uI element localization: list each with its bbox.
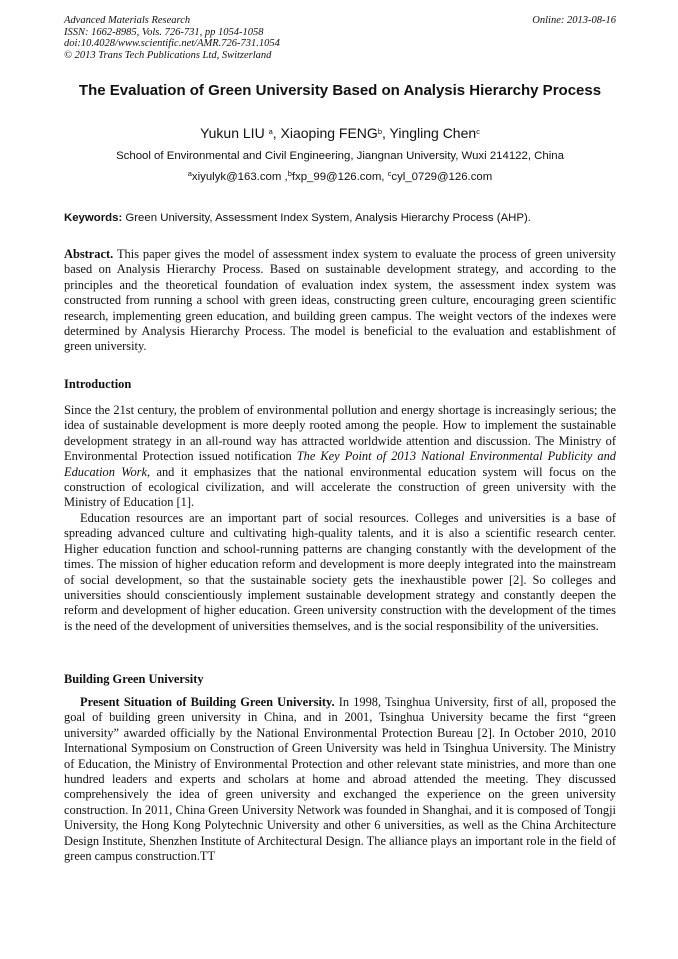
intro-text: and it emphasizes that the national environmental education system will focus on the construction of ecological civilization, and will accelerate the construction of green university with the Ministry of Education [1]. [64, 464, 616, 510]
building-paragraph-1 [64, 695, 616, 864]
cited-document-title: The Key Point of 2013 National Environmental Publicity and Education Work, [64, 449, 616, 479]
email-mark: b [287, 169, 292, 178]
email-mark: a [187, 169, 192, 178]
author-list [64, 124, 616, 142]
doi-line: doi:10.4028/www.scientific.net/AMR.726-731.1054 [64, 38, 280, 50]
building-text: In 1998, Tsinghua University, first of all, proposed the goal of building green university in China, and in 2001, Tsinghua University became the first “green university” awarded officially by the National Environmental Protection Bureau [2]. In October 2010, 2010 International Symposium on Construction of Green University was held in Tsinghua University. The Ministry of Education, the Ministry of Environmental Protection and other relevant state ministries, and more than one hundred leaders and experts and scholars at home and abroad attended the meeting. They discussed comprehensively the idea of green university and exchanged the experience on the green university construction. In 2011, China Green University Network was founded in Shanghai, and it is composed of Tongji University, the Hong Kong Polytechnic University and other 6 universities, as well as the China Architecture Design Institute, Shenzhen Institute of Architectural Design. The alliance plays an important role in the field of green campus construction.TT [64, 695, 616, 864]
author-separator: , [272, 125, 281, 141]
section-heading-building-green-university: Building Green University [64, 672, 204, 686]
journal-name: Advanced Materials Research [64, 15, 191, 26]
paper-title: The Evaluation of Green University Based on Analysis Hierarchy Process [78, 82, 602, 99]
email-link[interactable]: cyl_0729@126.com [391, 171, 493, 183]
intro-paragraph-1 [64, 403, 616, 511]
author-name: Xiaoping FENG [280, 125, 378, 141]
journal-header [64, 15, 616, 61]
abstract-label: Abstract. [64, 247, 114, 261]
author-affil-mark: c [476, 127, 480, 136]
intro-paragraph-2: Education resources are an important part of social resources. Colleges and universities is a base of spreading advanced culture and cultivating high-quality talents, and it is also a scientific research center. Higher education function and school-running patterns are changing constantly with the development of the times. The mission of higher education reform and development is more deeply integrated into the mainstream of social development, so that the sustainable society gets the inexhaustible power [2]. So colleges and universities should conscientiously implement sustainable development strategy and constantly deepen the reform and development of higher education. Green university construction with the development of the times is the need of the development of universities themselves, and is the social responsibility of the universities. [64, 511, 616, 633]
author-name: Yingling Chen [389, 125, 477, 141]
author-affil-mark: b [377, 127, 382, 136]
copyright-line: © 2013 Trans Tech Publications Ltd, Switzerland [64, 49, 272, 61]
email-list [64, 170, 616, 185]
keywords-label: Keywords: [64, 212, 123, 224]
issn-line: ISSN: 1662-8985, Vols. 726-731, pp 1054-1058 [64, 26, 264, 38]
author-affil-mark: a [268, 127, 273, 136]
subsection-label: Present Situation of Building Green University. [80, 695, 335, 709]
email-link[interactable]: xiyulyk@163.com , [191, 171, 288, 183]
abstract-text: This paper gives the model of assessment index system to evaluate the process of green university based on Analysis Hierarchy Process. Based on sustainable development strategy, and according to the principles and the theoretical foundation of evaluation index system, the assessment index system was constructed from running a school with green ideas, constructing green culture, encouraging green scientific research, implementing green education, and building green campus. The weight vectors of the indexes were determined by Analysis Hierarchy Process. The model is beneficial to the evaluation and establishment of green university. [64, 247, 616, 354]
online-date: Online: 2013-08-16 [532, 15, 616, 26]
email-link[interactable]: fxp_99@126.com, [291, 171, 388, 183]
section-heading-introduction: Introduction [64, 377, 132, 391]
author-separator: , [381, 125, 390, 141]
abstract [64, 247, 616, 355]
author-name: Yukun LIU [200, 125, 265, 141]
affiliation: School of Environmental and Civil Engineering, Jiangnan University, Wuxi 214122, China [116, 150, 564, 162]
keywords [64, 211, 616, 226]
intro-text: Since the 21st century, the problem of environmental pollution and energy shortage is increasingly serious; the idea of sustainable development is more deeply rooted among the people. How to implement the sustainable development strategy in an all-round way has attracted worldwide attention and discussion. The Ministry of Environmental Protection issued notification [64, 403, 616, 464]
keywords-text: Green University, Assessment Index System, Analysis Hierarchy Process (AHP). [122, 212, 531, 224]
email-mark: c [387, 169, 392, 178]
